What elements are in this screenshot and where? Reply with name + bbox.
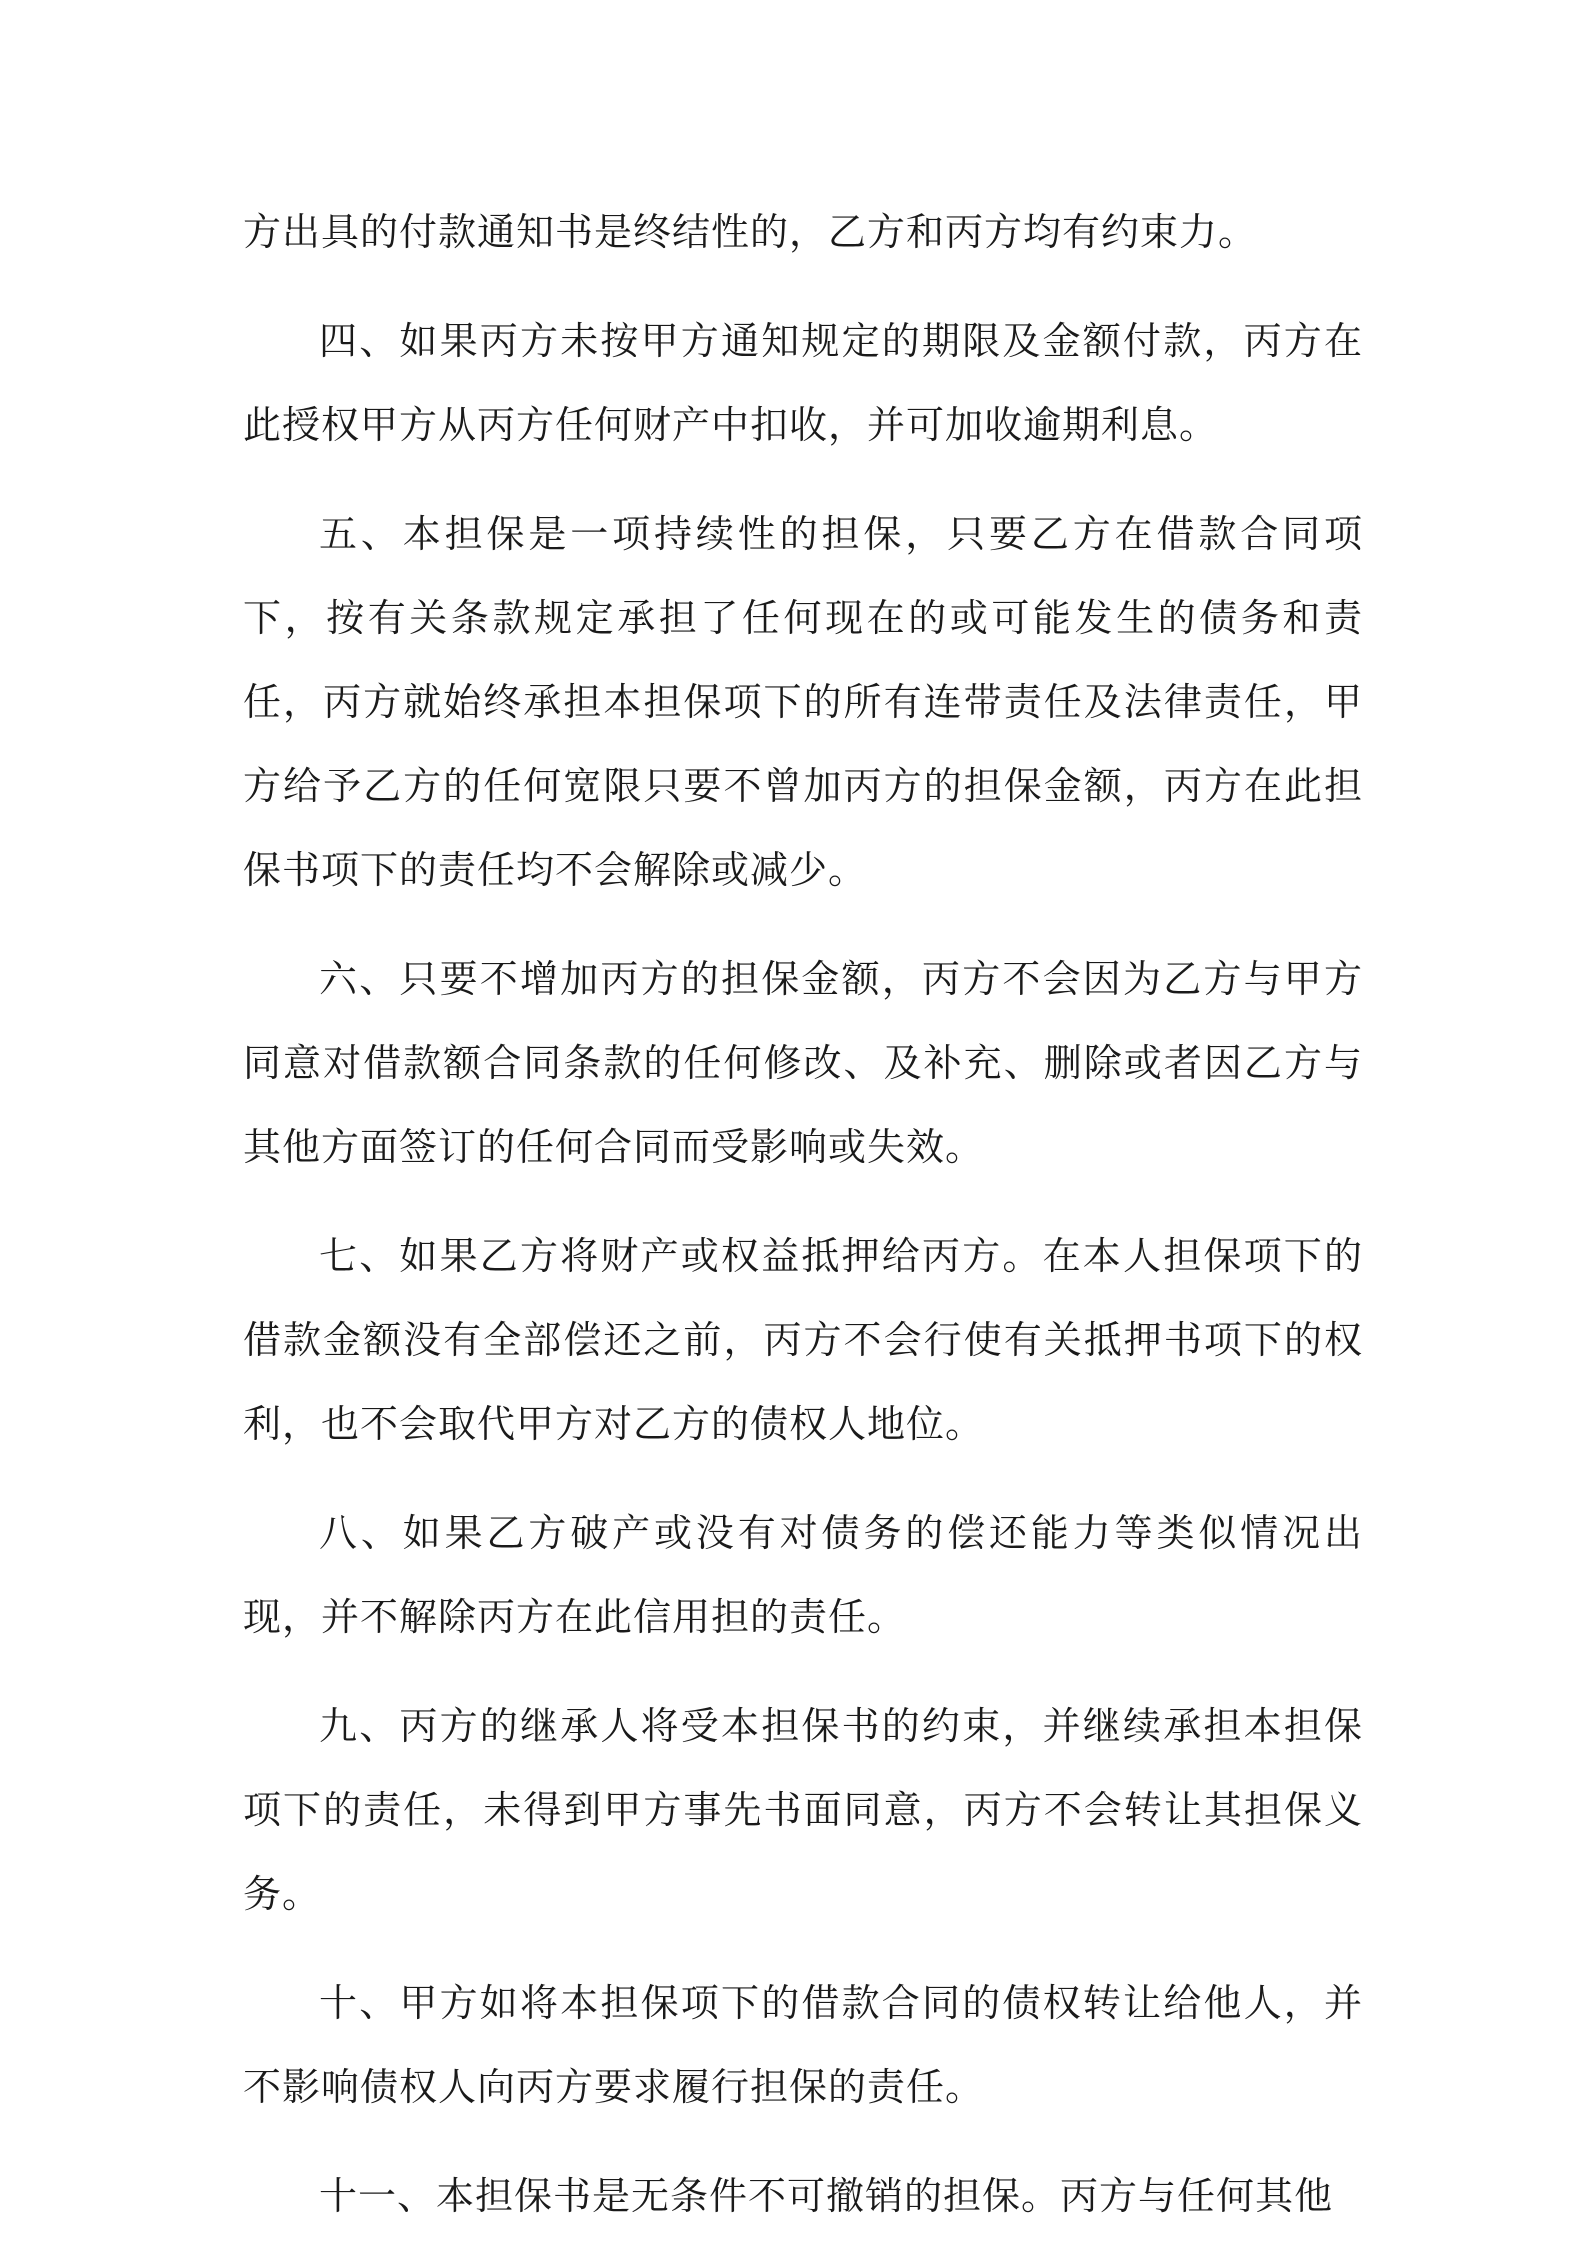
paragraph-4: 四、如果丙方未按甲方通知规定的期限及金额付款，丙方在此授权甲方从丙方任何财产中扣收，并可加收逾期利息。: [243, 319, 1363, 447]
document-page: [243, 190, 1363, 2263]
paragraph-6: 六、只要不增加丙方的担保金额，丙方不会因为乙方与甲方同意对借款额合同条款的任何修改、及补充、删除或者因乙方与其他方面签订的任何合同而受影响或失效。: [243, 957, 1363, 1169]
paragraph-8: 八、如果乙方破产或没有对债务的偿还能力等类似情况出现，并不解除丙方在此信用担的责任。: [243, 1511, 1363, 1639]
paragraph-9: 九、丙方的继承人将受本担保书的约束，并继续承担本担保项下的责任，未得到甲方事先书面同意，丙方不会转让其担保义务。: [243, 1704, 1363, 1916]
paragraph-11: 十一、本担保书是无条件不可撤销的担保。丙方与任何其他: [319, 2174, 1334, 2218]
paragraph-3-continued: 方出具的付款通知书是终结性的，乙方和丙方均有约束力。: [243, 210, 1258, 254]
paragraph-5: 五、本担保是一项持续性的担保，只要乙方在借款合同项下，按有关条款规定承担了任何现在的或可能发生的债务和责任，丙方就始终承担本担保项下的所有连带责任及法律责任，甲方给予乙方的任何宽限只要不曾加丙方的担保金额，丙方在此担保书项下的责任均不会解除或减少。: [243, 512, 1363, 892]
paragraph-10: 十、甲方如将本担保项下的借款合同的债权转让给他人，并不影响债权人向丙方要求履行担保的责任。: [243, 1981, 1363, 2109]
paragraph-7: 七、如果乙方将财产或权益抵押给丙方。在本人担保项下的借款金额没有全部偿还之前，丙方不会行使有关抵押书项下的权利，也不会取代甲方对乙方的债权人地位。: [243, 1234, 1363, 1446]
